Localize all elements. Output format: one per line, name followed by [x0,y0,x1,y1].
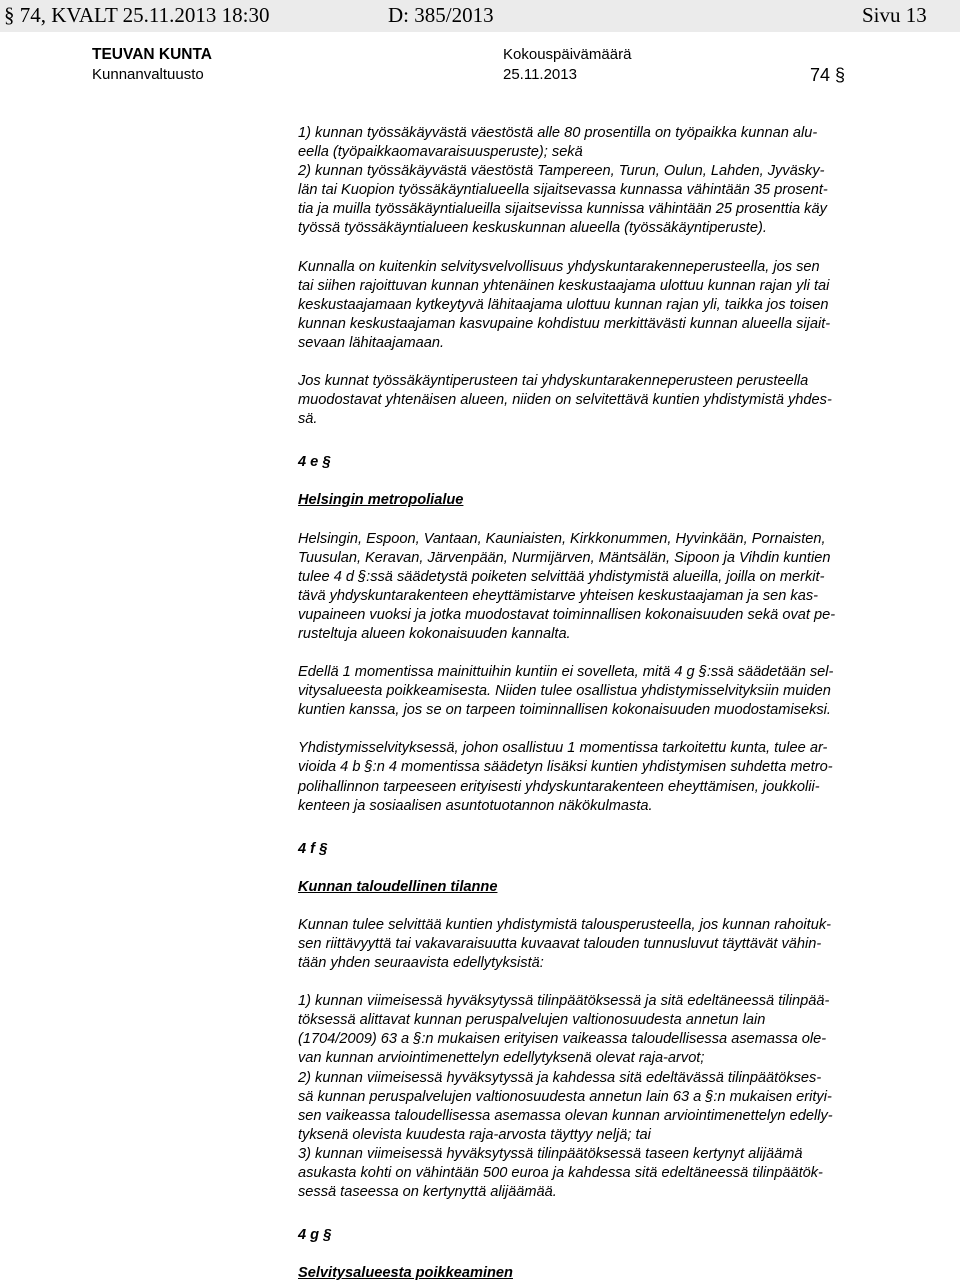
paragraph: Kunnan tulee selvittää kuntien yhdistymistä talousperusteella, jos kunnan rahoituk- sen riittävyyttä tai vakavaraisuutta kuvaavat talouden tunnusluvut täyttävät vähin- tään yhden seuraavista edellytyksistä: [298,916,831,972]
document-topbar [0,0,960,32]
section-number-4g: 4 g § [298,1227,332,1244]
topbar-section-date: § 74, KVALT 25.11.2013 18:30 [4,3,270,27]
paragraph: Edellä 1 momentissa mainittuihin kuntiin ei sovelleta, mitä 4 g §:ssä säädetään sel- vitysalueesta poikkeamisesta. Niiden tulee osallistua yhdistymisselvityksiin muiden kuntien kanssa, jos se on tarpeen toiminnallisen kokonaisuuden muodostamiseksi. [298,664,834,719]
organization-name: TEUVAN KUNTA [92,46,212,63]
paragraph: Jos kunnat työssäkäyntiperusteen tai yhdyskuntarakenneperusteen perusteella muodostavat yhtenäisen alueen, niiden on selvitettävä kuntien yhdistymistä yhdes- sä. [298,373,832,428]
criteria-paragraph: 1) kunnan työssäkäyvästä väestöstä alle 80 prosentilla on työpaikka kunnan alu- eella (työpaikkaomavaraisuusperuste); sekä 2) kunnan työssäkäyvästä väestöstä Tampereen, Turun, Oulun, Lahden, Jyväsky- län tai Kuopion työssäkäyntialueella sijaitsevassa kunnassa vähintään 35 prosent- tia ja muilla työssäkäyntialueilla sijaitsevissa kunnissa vähintään 25 prosenttia käy työssä työssäkäyntialueen keskuskunnan alueella (työssäkäyntiperuste). [298,125,828,237]
meeting-body: Kunnanvaltuusto [92,66,204,83]
meeting-date: 25.11.2013 [503,66,577,83]
criteria-list: 1) kunnan viimeisessä hyväksytyssä tilinpäätöksessä ja sitä edeltäneessä tilinpää- töksessä alittavat kunnan peruspalvelujen valtionosuudesta annetun lain (1704/2009) 63 a §:n mukaisen erityisen vaikeassa taloudellisessa asemassa ole- van kunnan arviointimenettelyn edellytyksenä olevat raja-arvot; 2) kunnan viimeisessä hyväksytyssä ja kahdessa sitä edeltävässä tilinpäätökses- sä kunnan peruspalvelujen valtionosuudesta annetun lain 63 a §:n mukaisen erityi- sen vaikeassa taloudellisessa asemassa olevan kunnan arviointimenettelyn edelly- tyksenä olevista kuudesta raja-arvosta täyttyy neljä; tai 3) kunnan viimeisessä hyväksytyssä tilinpäätöksessä taseen kertynyt alijäämä asukasta kohti on vähintään 500 euroa ja kahdessa sitä edeltäneessä tilinpäätök- sessä taseessa on kertynyttä alijäämää. [298,993,833,1201]
section-heading-4f: Kunnan taloudellinen tilanne [298,878,498,895]
section-heading-4g: Selvitysalueesta poikkeaminen [298,1265,513,1282]
meeting-date-label: Kokouspäivämäärä [503,46,632,63]
section-number: 74 § [810,65,846,85]
paragraph: Yhdistymisselvityksessä, johon osallistuu 1 momentissa tarkoitettu kunta, tulee ar- vioida 4 b §:n 4 momentissa säädetyn lisäksi kuntien yhdistymisen suhdetta metro- polihallinnon tarpeeseen erityisesti yhdyskuntarakenteen eheyttämisen, joukkolii- kenteen ja sosiaalisen asuntotuotannon näkökulmasta. [298,740,833,814]
section-number-4e: 4 e § [298,454,331,471]
paragraph: Helsingin, Espoon, Vantaan, Kauniaisten, Kirkkonummen, Hyvinkään, Pornaisten, Tuusulan, Keravan, Järvenpään, Nurmijärven, Mäntsälän, Sipoon ja Vihdin kuntien tulee 4 d §:ssä säädetystä poiketen selvittää yhdistymistä alueilla, joilla on merkit- tävä yhdyskuntarakenteen eheyttämistarve yhteisen keskustaajaman ja sen kas- vupaineen vuoksi ja jotka muodostavat toiminnallisen kokonaisuuden sekä ovat pe- rusteltuja alueen kokonaisuuden kannalta. [298,530,836,642]
document-body [298,124,898,1283]
topbar-page-number: Sivu 13 [862,3,927,27]
paragraph: Kunnalla on kuitenkin selvitysvelvollisuus yhdyskuntarakenneperusteella, jos sen tai siihen rajoittuvan kunnan yhtenäinen keskustaajama ulottuu kunnan rajan yli tai keskustaajamaan kytkeytyvä lähitaajama ulottuu kunnan rajan yli, taikka jos toisen kunnan keskustaajaman kasvupaine kohdistuu merkittävästi kunnan alueella sijait- sevaan lähitaajamaan. [298,258,831,351]
section-heading-4e: Helsingin metropolialue [298,492,464,509]
topbar-document-number: D: 385/2013 [388,3,494,27]
section-number-4f: 4 f § [298,840,328,857]
